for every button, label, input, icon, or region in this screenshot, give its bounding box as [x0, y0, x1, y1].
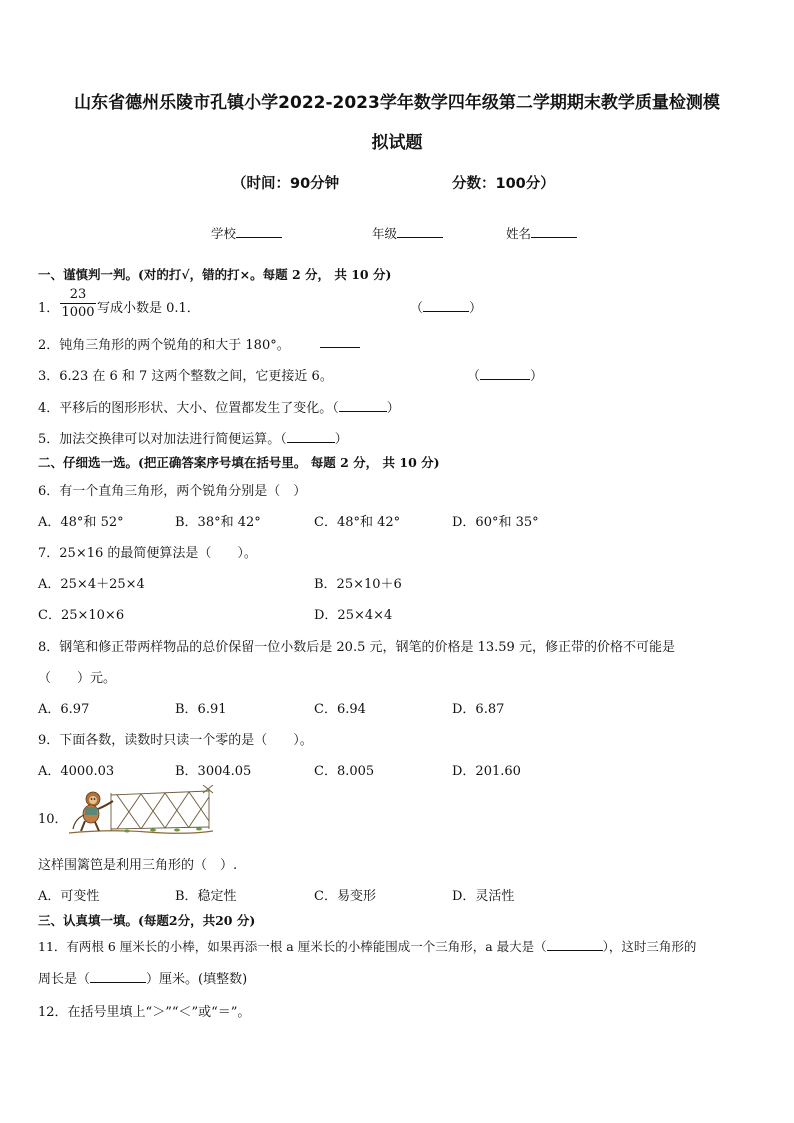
- question-6-option-b[interactable]: B．38°和 42°: [175, 515, 261, 530]
- question-9-option-a[interactable]: A．4000.03: [38, 764, 115, 779]
- fence-illustration: [67, 785, 215, 847]
- question-10-option-a[interactable]: A．可变性: [38, 889, 100, 904]
- question-2-answer-blank[interactable]: [320, 335, 360, 348]
- question-8-option-c[interactable]: C．6.94: [314, 702, 366, 717]
- grade-field[interactable]: [372, 224, 443, 242]
- question-8-option-d[interactable]: D．6.87: [452, 702, 505, 717]
- question-6-text: 6．有一个直角三角形，两个锐角分别是（ ）: [38, 484, 307, 499]
- question-10-option-b[interactable]: B．稳定性: [175, 889, 237, 904]
- question-12-text: 12．在括号里填上“＞”“＜”或“＝”。: [38, 1005, 251, 1020]
- question-8-text-continued: （ ）元。: [38, 671, 117, 686]
- question-1-answer[interactable]: [410, 297, 482, 316]
- answer-blank[interactable]: [90, 970, 146, 983]
- school-blank[interactable]: [236, 225, 282, 238]
- question-7-option-c[interactable]: C．25×10×6: [38, 608, 125, 623]
- question-9-option-d[interactable]: D．201.60: [452, 764, 521, 779]
- section-1-heading: 一、谨慎判一判。(对的打√，错的打×。每题 2 分， 共 10 分): [38, 267, 392, 282]
- question-10-text: 这样围篱笆是利用三角形的（ ）.: [38, 858, 238, 873]
- page-title-line2: 拟试题: [371, 133, 423, 153]
- question-1-number: 1．: [38, 301, 60, 316]
- question-10-option-c[interactable]: C．易变形: [314, 889, 376, 904]
- question-4: [38, 397, 400, 416]
- grade-label: 年级: [372, 226, 398, 241]
- answer-blank[interactable]: [547, 938, 603, 951]
- paren-right: ）: [530, 369, 544, 384]
- paren-right: ）: [469, 301, 483, 316]
- grade-blank[interactable]: [397, 225, 443, 238]
- question-7-text: 7．25×16 的最简便算法是（ ）。: [38, 546, 257, 561]
- paren-right: ）: [386, 401, 400, 416]
- name-label: 姓名: [506, 226, 532, 241]
- question-1-fraction: [60, 287, 96, 320]
- question-5-text: 5．加法交换律可以对加法进行简便运算。（: [38, 432, 287, 447]
- question-8-option-b[interactable]: B．6.91: [175, 702, 227, 717]
- school-label: 学校: [211, 226, 237, 241]
- question-1-text: 写成小数是 0.1．: [97, 301, 200, 316]
- question-7-option-b[interactable]: B．25×10＋6: [314, 577, 402, 592]
- answer-blank[interactable]: [287, 430, 335, 443]
- name-blank[interactable]: [531, 225, 577, 238]
- answer-blank[interactable]: [423, 299, 469, 312]
- question-9-text: 9．下面各数，读数时只读一个零的是（ ）。: [38, 733, 313, 748]
- question-11-text: 11．有两根 6 厘米长的小棒，如果再添一根 a 厘米长的小棒能围成一个三角形，a 最大是（: [38, 939, 547, 954]
- question-7-option-d[interactable]: D．25×4×4: [314, 608, 393, 623]
- section-2-heading: 二、仔细选一选。(把正确答案序号填在括号里。 每题 2 分， 共 10 分): [38, 455, 440, 470]
- answer-blank[interactable]: [339, 399, 387, 412]
- answer-blank[interactable]: [480, 367, 530, 380]
- question-3-text: 3．6.23 在 6 和 7 这两个整数之间，它更接近 6。: [38, 369, 333, 384]
- question-11-line2: [38, 968, 247, 987]
- question-7-option-a[interactable]: A．25×4＋25×4: [38, 577, 145, 592]
- page-title-line1: 山东省德州乐陵市孔镇小学2022-2023学年数学四年级第二学期期末教学质量检测模: [74, 93, 720, 113]
- question-11-text2-b: ）厘米。(填整数): [146, 972, 248, 987]
- question-6-option-d[interactable]: D．60°和 35°: [452, 515, 539, 530]
- question-11-text2: 周长是（: [38, 972, 91, 987]
- question-9-option-b[interactable]: B．3004.05: [175, 764, 252, 779]
- question-10-number: 10．: [38, 812, 68, 827]
- question-6-option-c[interactable]: C．48°和 42°: [314, 515, 401, 530]
- question-8-option-a[interactable]: A．6.97: [38, 702, 90, 717]
- paren-right: ）: [334, 432, 348, 447]
- paren-left: （: [410, 301, 424, 316]
- question-5: [38, 428, 348, 447]
- school-field[interactable]: [211, 224, 282, 242]
- question-4-text: 4．平移后的图形形状、大小、位置都发生了变化。（: [38, 401, 339, 416]
- name-field[interactable]: [506, 224, 577, 242]
- question-8-text: 8．钢笔和修正带两样物品的总价保留一位小数后是 20.5 元，钢笔的价格是 13.59 元，修正带的价格不可能是: [38, 640, 675, 655]
- question-11-line1: [38, 937, 696, 955]
- paren-left: （: [467, 369, 481, 384]
- exam-time: （时间：90分钟: [232, 176, 340, 192]
- fraction-numerator: 23: [60, 287, 96, 304]
- fraction-denominator: 1000: [61, 305, 95, 320]
- exam-score: 分数：100分）: [452, 176, 555, 192]
- question-2-text: 2．钝角三角形的两个锐角的和大于 180°。: [38, 338, 290, 353]
- question-10-option-d[interactable]: D．灵活性: [452, 889, 515, 904]
- question-11-text-b: ），这时三角形的: [602, 939, 697, 954]
- question-6-option-a[interactable]: A．48°和 52°: [38, 515, 124, 530]
- section-3-heading: 三、认真填一填。(每题2分，共20 分): [38, 913, 256, 928]
- question-3-answer[interactable]: [467, 365, 543, 384]
- question-9-option-c[interactable]: C．8.005: [314, 764, 375, 779]
